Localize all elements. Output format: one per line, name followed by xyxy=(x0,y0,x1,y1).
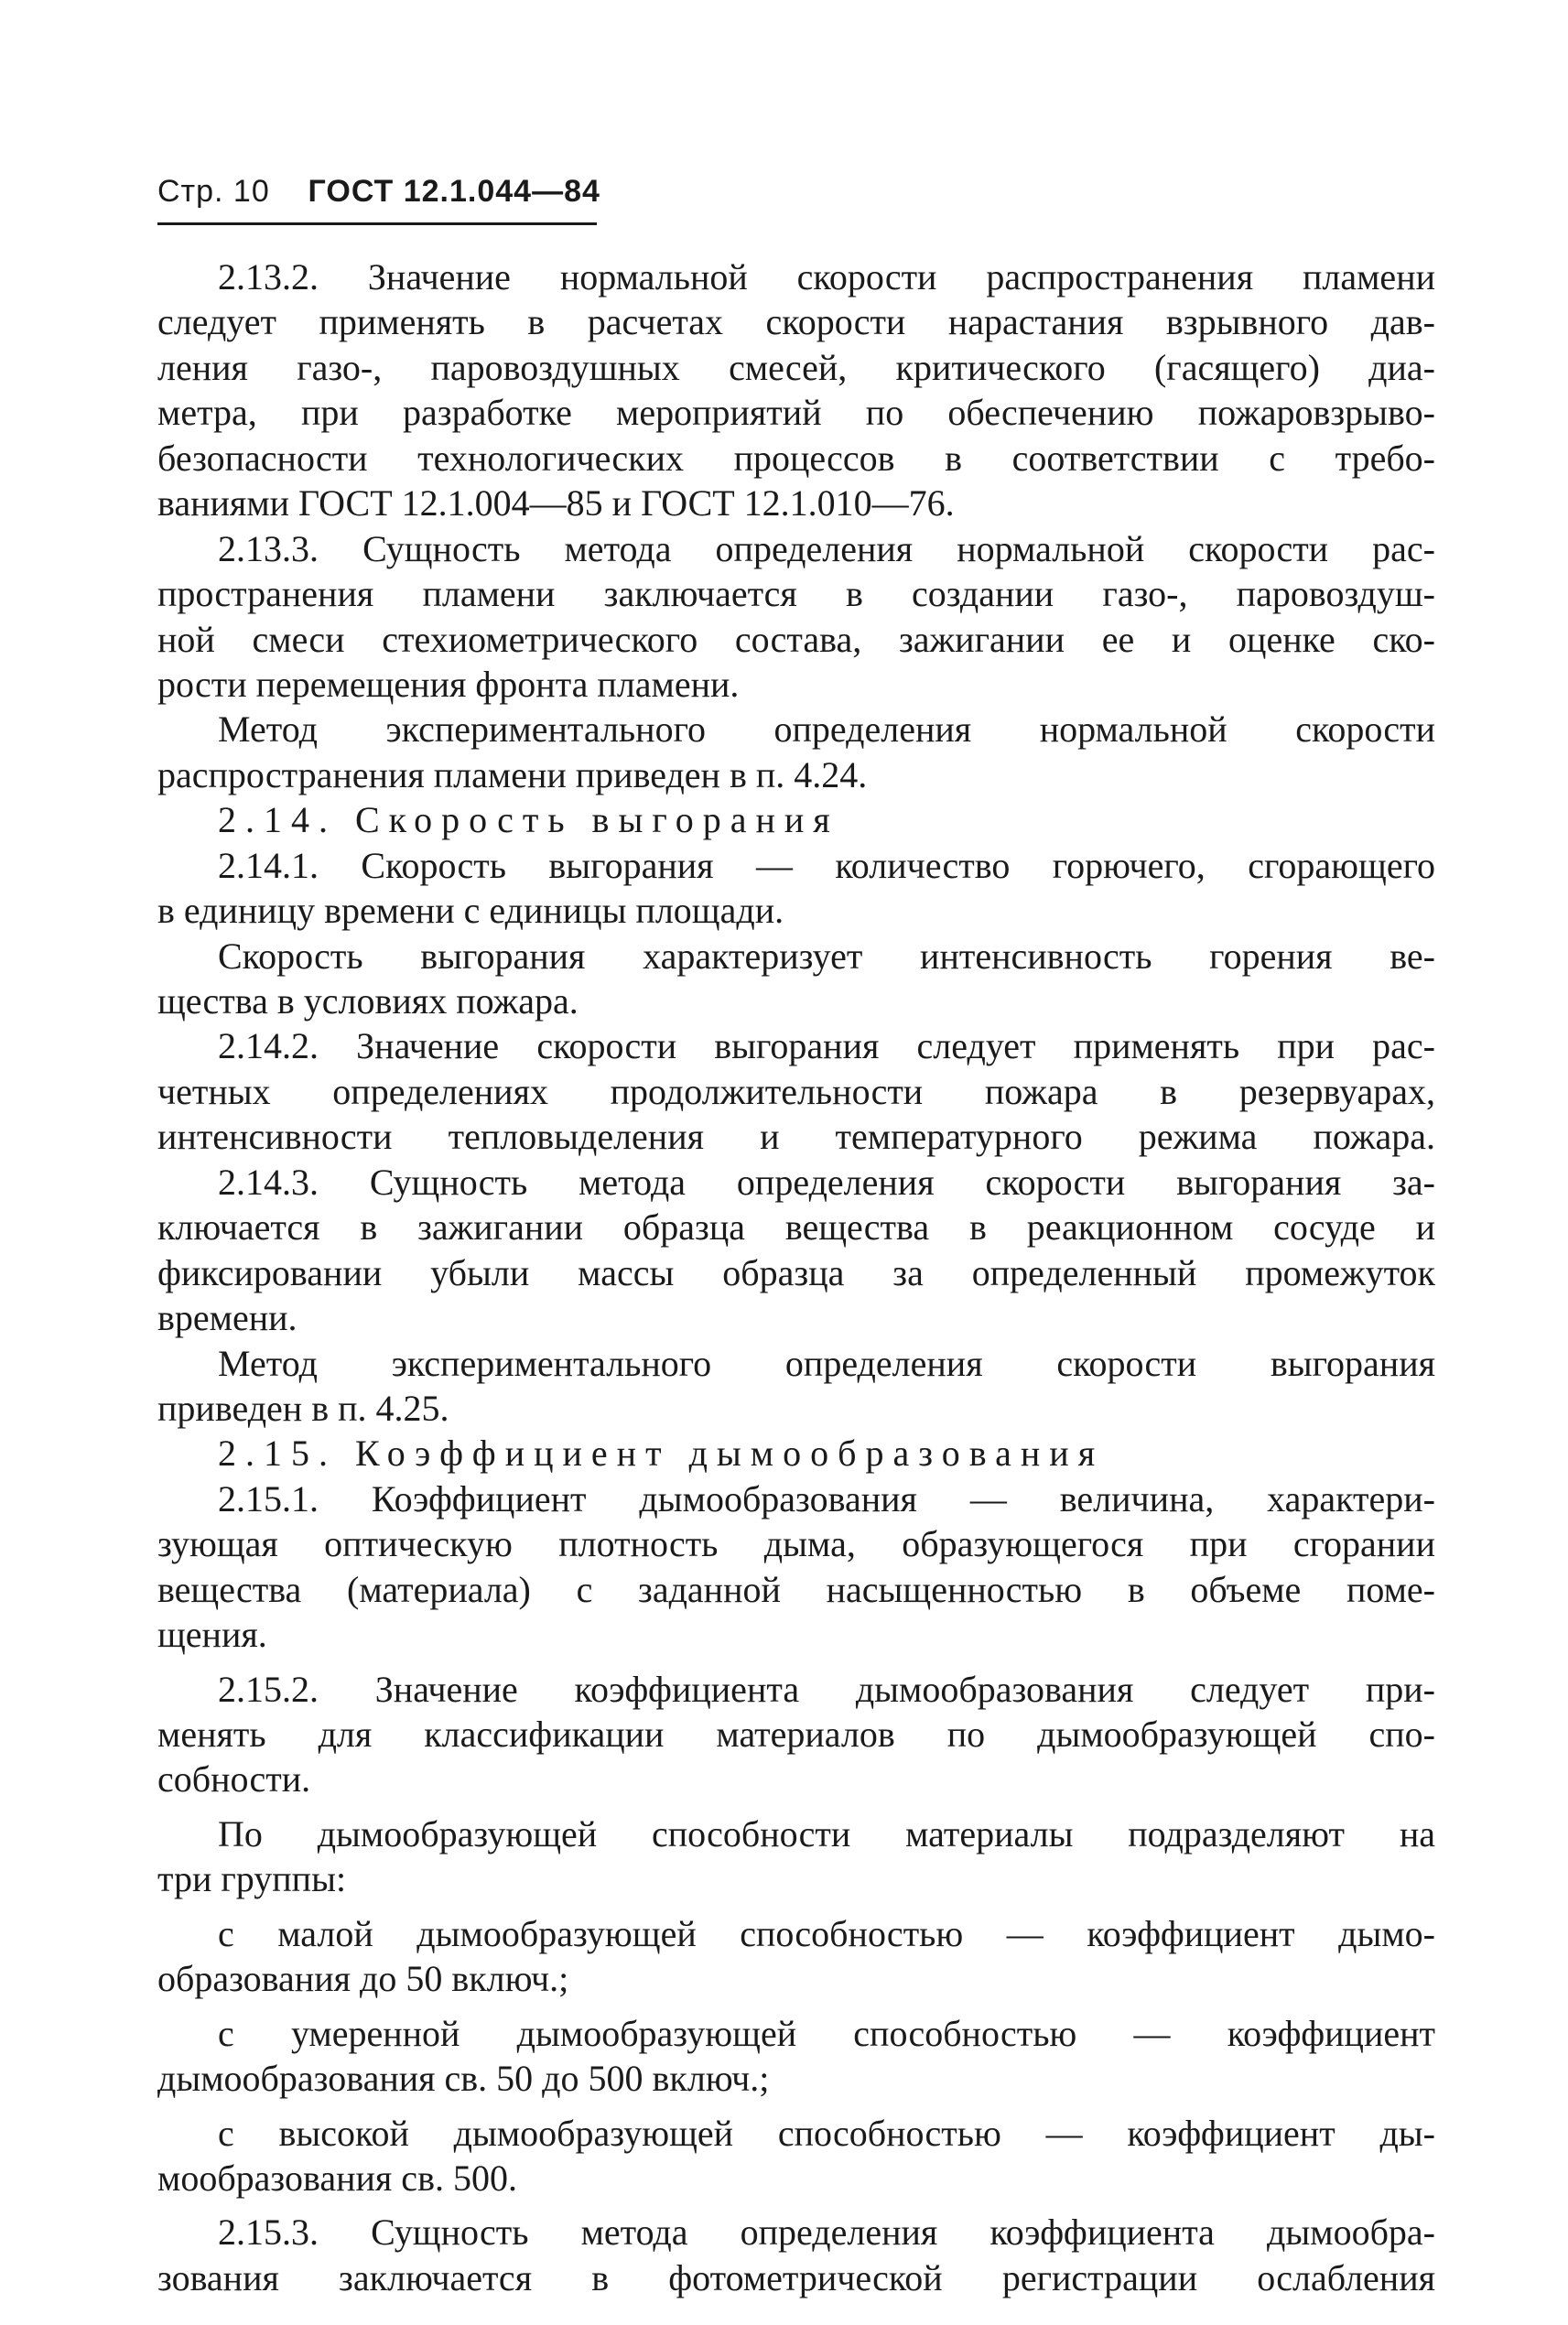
text-line: 2.14.3. Сущность метода определения скорости выгорания за- xyxy=(218,1161,1435,1203)
text-line: безопасности технологических процессов в соответствии с требо- xyxy=(157,437,1435,479)
text-line: 2.14.1. Скорость выгорания — количество горючего, сгорающего xyxy=(218,844,1435,886)
list-item: с умеренной дымообразующей способностью — коэффициент xyxy=(218,2012,1435,2054)
text-line: собности. xyxy=(157,1758,311,1801)
text-line: следует применять в расчетах скорости нарастания взрывного дав- xyxy=(157,301,1435,343)
text-line: щения. xyxy=(157,1614,267,1656)
document-body xyxy=(157,254,1435,2300)
text-line: зования заключается в фотометрической регистрации ослабления xyxy=(157,2256,1435,2298)
text-line: метра, при разработке мероприятий по обеспечению пожаровзрыво- xyxy=(157,392,1435,434)
text-line: ваниями ГОСТ 12.1.004—85 и ГОСТ 12.1.010—76. xyxy=(157,482,955,524)
page-number: Стр. 10 xyxy=(157,174,270,209)
text-line: ключается в зажигании образца вещества в реакционном сосуде и xyxy=(157,1206,1435,1249)
header-rule xyxy=(157,222,597,225)
text-line: зующая оптическую плотность дыма, образующегося при сгорании xyxy=(157,1523,1435,1565)
text-line: 2.13.3. Сущность метода определения нормальной скорости рас- xyxy=(218,527,1435,569)
text-line: рости перемещения фронта пламени. xyxy=(157,663,740,705)
section-heading: 2.14. Скорость выгорания xyxy=(218,799,839,841)
list-item: образования до 50 включ.; xyxy=(157,1958,569,2000)
text-line: фиксировании убыли массы образца за определенный промежуток xyxy=(157,1251,1435,1293)
text-line: приведен в п. 4.25. xyxy=(157,1387,449,1429)
text-line: времени. xyxy=(157,1297,297,1339)
text-line: четных определениях продолжительности пожара в резервуарах, xyxy=(157,1070,1435,1112)
text-line: Метод экспериментального определения скорости выгорания xyxy=(218,1342,1435,1384)
text-line: ления газо-, паровоздушных смесей, критического (гасящего) диа- xyxy=(157,346,1435,388)
document-code: ГОСТ 12.1.044—84 xyxy=(308,174,600,209)
text-line: щества в условиях пожара. xyxy=(157,980,579,1022)
text-line: пространения пламени заключается в создании газо-, паровоздуш- xyxy=(157,573,1435,615)
page-header xyxy=(157,174,600,210)
text-line: 2.15.2. Значение коэффициента дымообразования следует при- xyxy=(218,1668,1435,1710)
text-line: менять для классификации материалов по дымообразующей спо- xyxy=(157,1714,1435,1755)
text-line: 2.15.1. Коэффициент дымообразования — величина, характери- xyxy=(218,1477,1435,1519)
list-item: дымообразования св. 50 до 500 включ.; xyxy=(157,2058,770,2100)
text-line: три группы: xyxy=(157,1858,347,1900)
text-line: По дымообразующей способности материалы подразделяют на xyxy=(218,1812,1435,1855)
text-line: 2.15.3. Сущность метода определения коэффициента дымообра- xyxy=(218,2211,1435,2254)
text-line: 2.14.2. Значение скорости выгорания следует применять при рас- xyxy=(218,1025,1435,1067)
section-heading: 2.15. Коэффициент дымообразования xyxy=(218,1433,1105,1475)
text-line: Скорость выгорания характеризует интенсивность горения ве- xyxy=(218,935,1435,977)
text-line: в единицу времени с единицы площади. xyxy=(157,890,784,932)
text-line: 2.13.2. Значение нормальной скорости распространения пламени xyxy=(218,256,1435,297)
list-item: с высокой дымообразующей способностью — коэффициент ды- xyxy=(218,2112,1435,2154)
text-line: интенсивности тепловыделения и температурного режима пожара. xyxy=(157,1116,1435,1158)
text-line: распространения пламени приведен в п. 4.24. xyxy=(157,753,868,795)
text-line: Метод экспериментального определения нормальной скорости xyxy=(218,708,1435,751)
list-item: мообразования св. 500. xyxy=(157,2157,517,2199)
text-line: вещества (материала) с заданной насыщенностью в объеме поме- xyxy=(157,1568,1435,1610)
list-item: с малой дымообразующей способностью — коэффициент дымо- xyxy=(218,1912,1435,1954)
text-line: ной смеси стехиометрического состава, зажигании ее и оценке ско- xyxy=(157,618,1435,660)
